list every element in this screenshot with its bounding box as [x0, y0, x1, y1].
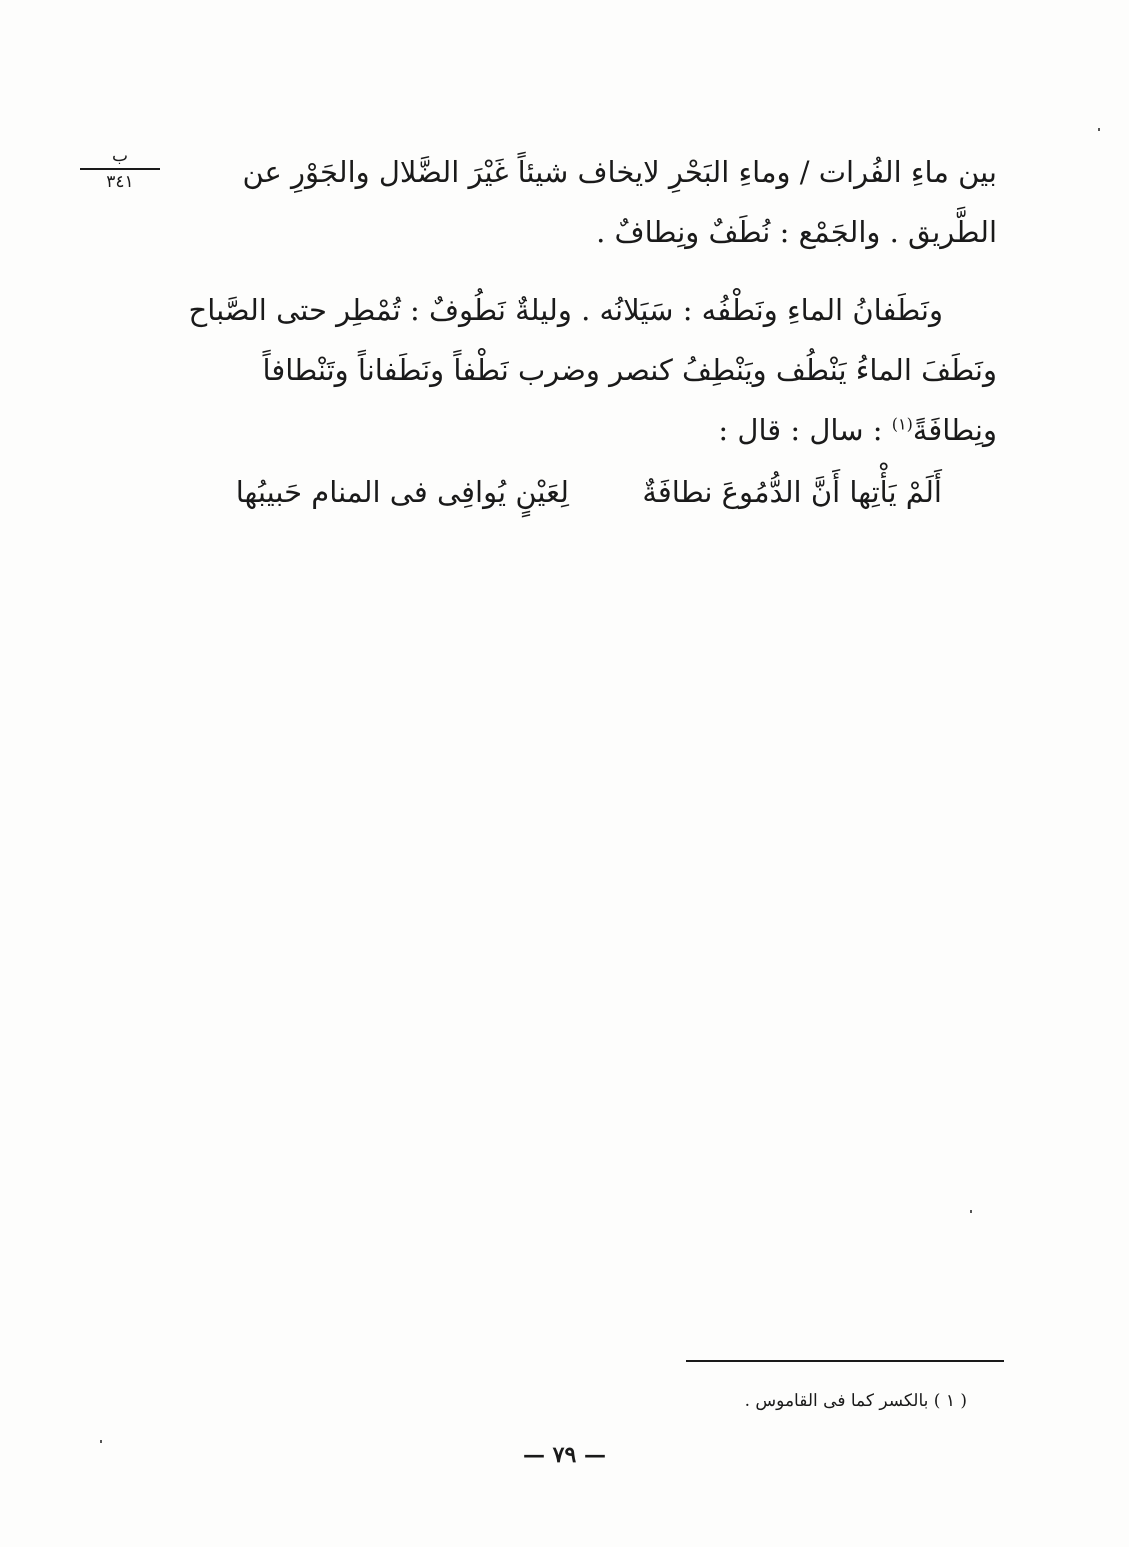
marginal-note-rule — [80, 168, 160, 170]
verse-hemistich-1: أَلَمْ يَأْتِها أَنَّ الدُّمُوعَ نطافَةٌ — [642, 475, 942, 509]
body-line-4: ونَطَفَ الماءُ يَنْطُف ويَنْطِفُ كنصر وضرب نَطْفاً ونَطَفاناً وتَنْطافاً — [262, 353, 997, 387]
body-line-2: الطَّريق . والجَمْع : نُطَفٌ ونِطافٌ . — [596, 215, 997, 249]
footnote-reference: (١) — [891, 414, 913, 434]
marginal-folio-note — [80, 146, 160, 192]
body-line-1: بين ماءِ الفُرات / وماءِ البَحْرِ لايخاف شيئاً غَيْرَ الضَّلال والجَوْرِ عن — [242, 155, 997, 189]
verse-hemistich-2: لِعَيْنٍ يُوافِى فى المنام حَبيبُها — [235, 475, 569, 509]
footnote-separator — [686, 1360, 1004, 1362]
marginal-note-top: ب — [111, 146, 128, 166]
body-line-5 — [718, 410, 997, 450]
body-line-5-rest: : سال : قال : — [718, 413, 892, 447]
scan-speck — [1098, 128, 1100, 131]
footnote: ( ١ ) بالكسر كما فى القاموس . — [744, 1391, 967, 1411]
body-line-5-word: ونِطافَةً — [912, 413, 997, 447]
body-line-3: ونَطَفانُ الماءِ ونَطْفُه : سَيَلانُه . وليلةٌ نَطُوفٌ : تُمْطِر حتى الصَّباح — [188, 293, 943, 327]
scan-speck — [970, 1210, 972, 1213]
marginal-note-bottom: ٣٤١ — [106, 172, 134, 192]
scan-speck — [100, 1440, 102, 1443]
page-number: — ٧٩ — — [523, 1442, 606, 1468]
